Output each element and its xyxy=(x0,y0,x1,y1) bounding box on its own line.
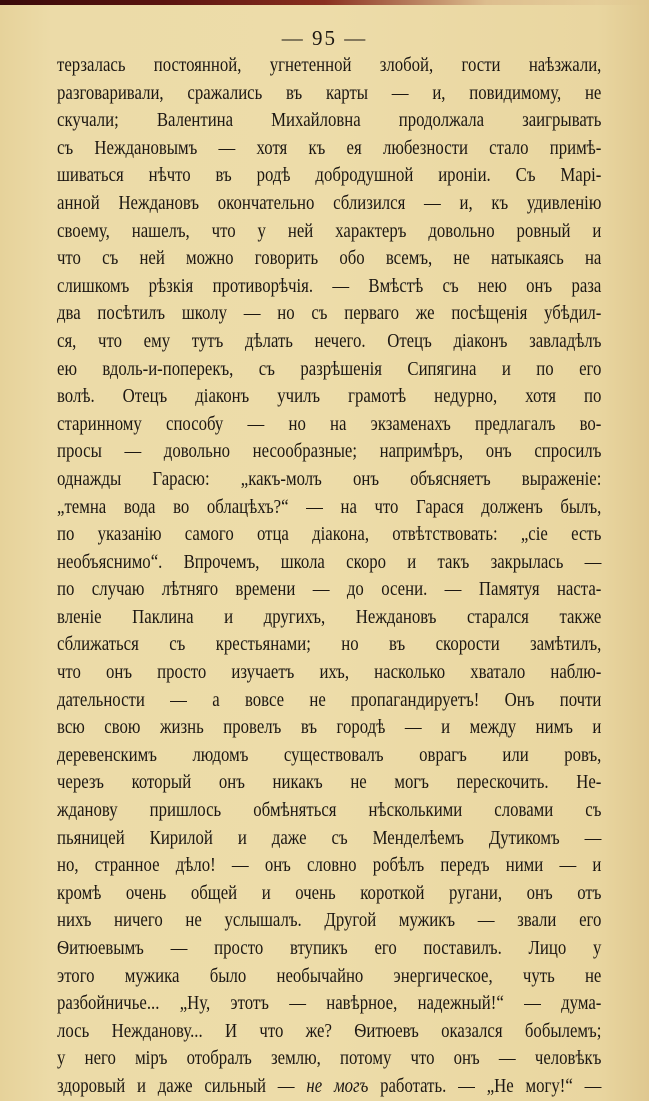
text-line: дательности — а вовсе не пропагандируетъ! Онъ почти xyxy=(57,689,602,711)
text-line: однажды Гарасю: „какъ-молъ онъ объясняетъ выраженіе: xyxy=(57,468,602,490)
text-line: слишкомъ рѣзкія противорѣчія. — Вмѣстѣ съ нею онъ раза xyxy=(57,275,602,297)
text-line: „темна вода во облацѣхъ?“ — на что Гарася долженъ былъ, xyxy=(57,496,602,518)
final-line-text: здоровый и даже сильный — xyxy=(57,1075,307,1097)
text-line: старинному способу — но на экзаменахъ предлагалъ во- xyxy=(57,413,602,435)
text-line: пьяницей Кирилой и даже съ Менделѣемъ Дутикомъ — xyxy=(57,827,602,849)
text-line: просы — довольно несообразные; напримѣръ, онъ спросилъ xyxy=(57,441,602,463)
text-line: сближаться съ крестьянами; но въ скорости замѣтилъ, xyxy=(57,634,602,656)
text-line: анной Неждановъ окончательно сблизился — и, къ удивленію xyxy=(57,192,602,214)
text-line: но, странное дѣло! — онъ словно робѣлъ передъ ними — и xyxy=(57,855,602,877)
text-line: разговаривали, сражались въ карты — и, повидимому, не xyxy=(57,82,602,104)
text-line: лось Нежданову... И что же? Ѳитюевъ оказался бобылемъ; xyxy=(57,1020,602,1042)
text-line: кромѣ очень общей и очень короткой ругани, онъ отъ xyxy=(57,882,602,904)
italic-emphasis: не могъ xyxy=(306,1075,369,1097)
text-line: что съ ней можно говорить обо всемъ, не натыкаясь на xyxy=(57,248,602,270)
text-line: ею вдоль-и-поперекъ, съ разрѣшенія Сипягина и по его xyxy=(57,358,602,380)
text-line: этого мужика было необычайно энергическое, чуть не xyxy=(57,965,602,987)
text-line: разбойничье... „Ну, этотъ — навѣрное, надежный!“ — дума- xyxy=(57,993,602,1015)
text-line: что онъ просто изучаетъ ихъ, насколько хватало наблю- xyxy=(57,662,602,684)
text-line: у него міръ отобралъ землю, потому что онъ — человѣкъ xyxy=(57,1048,602,1070)
text-line: ся, что ему тутъ дѣлать нечего. Отецъ діаконъ завладѣлъ xyxy=(57,330,602,352)
text-line: скучали; Валентина Михайловна продолжала заигрывать xyxy=(57,110,602,132)
text-line: нихъ ничего не услышалъ. Другой мужикъ — звали его xyxy=(57,910,602,932)
text-line: шиваться нѣчто въ родѣ добродушной ироніи. Съ Марі- xyxy=(57,165,602,187)
text-line: по случаю лѣтняго времени — до осени. — Памятуя наста- xyxy=(57,579,602,601)
text-line: необъяснимо“. Впрочемъ, школа скоро и такъ закрылась — xyxy=(57,551,602,573)
page-number: — 95 — xyxy=(281,26,368,50)
text-line-final xyxy=(57,1073,601,1101)
text-line: съ Неждановымъ — хотя къ ея любезности стало примѣ- xyxy=(57,137,602,159)
text-line: всю свою жизнь провелъ въ городѣ — и между нимъ и xyxy=(57,717,602,739)
text-line: жданову пришлось обмѣняться нѣсколькими словами съ xyxy=(57,800,602,822)
final-line-text-end: работать. — „Не могу!“ — xyxy=(368,1075,602,1097)
text-line: деревенскимъ людомъ существовалъ оврагъ или ровъ, xyxy=(57,744,602,766)
text-line: два посѣтилъ школу — но съ перваго же посѣщенія убѣдил- xyxy=(57,303,602,325)
text-line: своему, нашелъ, что у ней характеръ довольно ровный и xyxy=(57,220,602,242)
text-line: по указанію самого отца діакона, отвѣтствовать: „сіе есть xyxy=(57,524,602,546)
text-line: вленіе Паклина и другихъ, Неждановъ старался также xyxy=(57,606,602,628)
text-line: волѣ. Отецъ діаконъ училъ грамотѣ недурно, хотя по xyxy=(57,386,602,408)
text-line: Ѳитюевымъ — просто втупикъ его поставилъ. Лицо у xyxy=(57,938,602,959)
page-body-text xyxy=(57,52,602,1101)
text-line: терзалась постоянной, угнетенной злобой, гости наѣзжали, xyxy=(57,55,602,76)
text-line: черезъ который онъ никакъ не могъ перескочить. Не- xyxy=(57,772,602,794)
page-top-edge xyxy=(0,0,649,5)
